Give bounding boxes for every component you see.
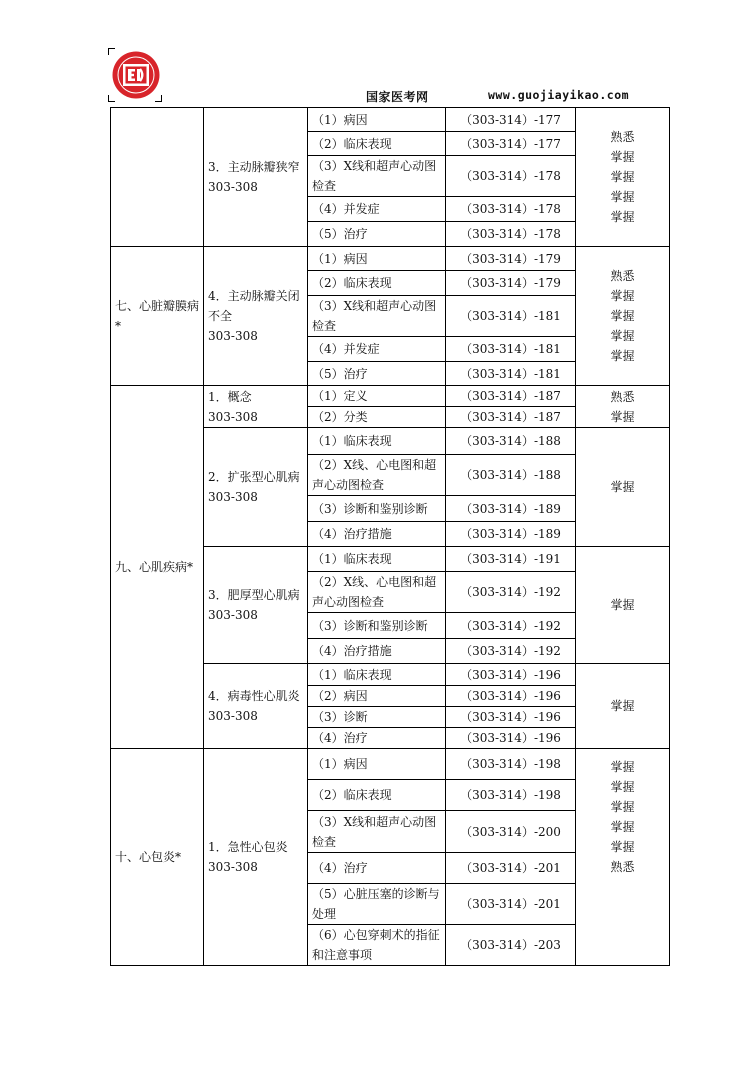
item-label: （2）临床表现 bbox=[308, 780, 446, 811]
requirement-cell bbox=[576, 428, 670, 547]
requirement-level: 掌握 bbox=[610, 800, 635, 814]
item-label: （3）诊断和鉴别诊断 bbox=[308, 613, 446, 639]
item-label: （2）病因 bbox=[308, 686, 446, 707]
item-page-ref: （303-314）-187 bbox=[446, 386, 576, 407]
item-page-ref: （303-314）-181 bbox=[446, 362, 576, 386]
topic-cell bbox=[204, 108, 308, 247]
item-label: （4）治疗措施 bbox=[308, 522, 446, 547]
logo-area bbox=[108, 48, 162, 102]
requirement-level: 熟悉 bbox=[610, 389, 635, 404]
unit-title: 十、心包炎* bbox=[115, 850, 182, 864]
site-name: 国家医考网 bbox=[366, 90, 429, 104]
topic-title: 1．概念 bbox=[208, 389, 252, 404]
requirement-level: 掌握 bbox=[610, 820, 635, 834]
requirement-cell bbox=[576, 386, 670, 428]
item-page-ref: （303-314）-177 bbox=[446, 132, 576, 156]
topic-title: 2．扩张型心肌病 bbox=[208, 470, 300, 484]
topic-cell bbox=[204, 247, 308, 386]
requirement-cell bbox=[576, 749, 670, 966]
item-label: （3）X线和超声心动图检查 bbox=[308, 156, 446, 197]
item-label: （2）临床表现 bbox=[308, 132, 446, 156]
item-label: （6）心包穿刺术的指征和注意事项 bbox=[308, 925, 446, 966]
unit-cell bbox=[111, 386, 204, 749]
item-label: （2）临床表现 bbox=[308, 271, 446, 296]
unit-title: 七、心脏瓣膜病* bbox=[115, 299, 200, 333]
item-page-ref: （303-314）-201 bbox=[446, 884, 576, 925]
item-label: （3）X线和超声心动图检查 bbox=[308, 811, 446, 853]
topic-pages: 303-308 bbox=[208, 860, 258, 874]
item-label: （4）并发症 bbox=[308, 197, 446, 222]
item-label: （1）临床表现 bbox=[308, 547, 446, 572]
topic-cell bbox=[204, 664, 308, 749]
item-page-ref: （303-314）-192 bbox=[446, 613, 576, 639]
item-page-ref: （303-314）-203 bbox=[446, 925, 576, 966]
topic-cell bbox=[204, 547, 308, 664]
requirement-level: 掌握 bbox=[610, 329, 635, 343]
requirement-cell bbox=[576, 247, 670, 386]
site-url[interactable]: www.guojiayikao.com bbox=[488, 88, 630, 102]
item-page-ref: （303-314）-189 bbox=[446, 522, 576, 547]
requirement-level: 掌握 bbox=[610, 780, 635, 794]
requirement-level: 掌握 bbox=[610, 760, 635, 774]
requirement-level: 掌握 bbox=[610, 190, 635, 204]
requirement-level: 掌握 bbox=[610, 409, 635, 424]
requirement-cell bbox=[576, 108, 670, 247]
item-label: （1）临床表现 bbox=[308, 428, 446, 455]
item-label: （1）病因 bbox=[308, 749, 446, 780]
item-label: （4）治疗 bbox=[308, 728, 446, 749]
item-label: （2）分类 bbox=[308, 407, 446, 428]
topic-pages: 303-308 bbox=[208, 409, 258, 424]
item-label: （4）治疗措施 bbox=[308, 639, 446, 664]
item-label: （1）定义 bbox=[308, 386, 446, 407]
requirement-level: 熟悉 bbox=[610, 860, 635, 874]
item-page-ref: （303-314）-198 bbox=[446, 749, 576, 780]
topic-title: 3．肥厚型心肌病 bbox=[208, 588, 300, 602]
item-page-ref: （303-314）-178 bbox=[446, 222, 576, 247]
topic-title: 4．病毒性心肌炎 bbox=[208, 689, 300, 703]
topic-pages: 303-308 bbox=[208, 608, 258, 622]
topic-cell bbox=[204, 386, 308, 428]
requirement-level: 熟悉 bbox=[610, 130, 635, 144]
item-label: （2）X线、心电图和超声心动图检查 bbox=[308, 572, 446, 613]
item-page-ref: （303-314）-196 bbox=[446, 664, 576, 686]
item-page-ref: （303-314）-181 bbox=[446, 337, 576, 362]
item-label: （1）临床表现 bbox=[308, 664, 446, 686]
item-page-ref: （303-314）-179 bbox=[446, 271, 576, 296]
item-page-ref: （303-314）-178 bbox=[446, 156, 576, 197]
table-row bbox=[111, 749, 670, 780]
item-page-ref: （303-314）-179 bbox=[446, 247, 576, 271]
table-row bbox=[111, 108, 670, 132]
item-page-ref: （303-314）-196 bbox=[446, 686, 576, 707]
requirement-level: 掌握 bbox=[610, 309, 635, 323]
item-page-ref: （303-314）-188 bbox=[446, 428, 576, 455]
unit-cell bbox=[111, 108, 204, 247]
item-label: （5）治疗 bbox=[308, 362, 446, 386]
item-page-ref: （303-314）-200 bbox=[446, 811, 576, 853]
red-circle-E-logo-icon bbox=[111, 50, 161, 100]
item-label: （4）治疗 bbox=[308, 853, 446, 884]
topic-cell bbox=[204, 428, 308, 547]
requirement-level: 掌握 bbox=[610, 289, 635, 303]
item-label: （3）X线和超声心动图检查 bbox=[308, 296, 446, 337]
requirement-level: 掌握 bbox=[610, 598, 635, 612]
topic-title: 3．主动脉瓣狭窄 bbox=[208, 160, 300, 174]
topic-pages: 303-308 bbox=[208, 180, 258, 194]
requirement-cell bbox=[576, 664, 670, 749]
item-page-ref: （303-314）-188 bbox=[446, 455, 576, 496]
topic-title: 1．急性心包炎 bbox=[208, 840, 288, 854]
item-page-ref: （303-314）-187 bbox=[446, 407, 576, 428]
item-label: （4）并发症 bbox=[308, 337, 446, 362]
requirement-level: 掌握 bbox=[610, 150, 635, 164]
table-row bbox=[111, 386, 670, 407]
topic-pages: 303-308 bbox=[208, 709, 258, 723]
unit-cell bbox=[111, 749, 204, 966]
requirement-level: 掌握 bbox=[610, 349, 635, 363]
unit-cell bbox=[111, 247, 204, 386]
item-label: （3）诊断 bbox=[308, 707, 446, 728]
item-label: （3）诊断和鉴别诊断 bbox=[308, 496, 446, 522]
item-page-ref: （303-314）-178 bbox=[446, 197, 576, 222]
requirement-level: 掌握 bbox=[610, 840, 635, 854]
requirement-level: 掌握 bbox=[610, 480, 635, 494]
item-page-ref: （303-314）-177 bbox=[446, 108, 576, 132]
requirement-level: 掌握 bbox=[610, 170, 635, 184]
topic-title: 4．主动脉瓣关闭不全 bbox=[208, 289, 300, 323]
item-page-ref: （303-314）-191 bbox=[446, 547, 576, 572]
requirement-level: 掌握 bbox=[610, 699, 635, 713]
syllabus-table bbox=[110, 107, 670, 966]
item-page-ref: （303-314）-196 bbox=[446, 707, 576, 728]
item-page-ref: （303-314）-201 bbox=[446, 853, 576, 884]
item-page-ref: （303-314）-181 bbox=[446, 296, 576, 337]
requirement-level: 掌握 bbox=[610, 210, 635, 224]
item-label: （1）病因 bbox=[308, 108, 446, 132]
item-page-ref: （303-314）-192 bbox=[446, 639, 576, 664]
table-row bbox=[111, 247, 670, 271]
item-label: （1）病因 bbox=[308, 247, 446, 271]
item-page-ref: （303-314）-196 bbox=[446, 728, 576, 749]
requirement-cell bbox=[576, 547, 670, 664]
unit-title: 九、心肌疾病* bbox=[115, 560, 194, 574]
requirement-level: 熟悉 bbox=[610, 269, 635, 283]
item-page-ref: （303-314）-189 bbox=[446, 496, 576, 522]
item-label: （2）X线、心电图和超声心动图检查 bbox=[308, 455, 446, 496]
topic-pages: 303-308 bbox=[208, 490, 258, 504]
item-page-ref: （303-314）-192 bbox=[446, 572, 576, 613]
item-page-ref: （303-314）-198 bbox=[446, 780, 576, 811]
topic-pages: 303-308 bbox=[208, 329, 258, 343]
item-label: （5）治疗 bbox=[308, 222, 446, 247]
topic-cell bbox=[204, 749, 308, 966]
item-label: （5）心脏压塞的诊断与处理 bbox=[308, 884, 446, 925]
